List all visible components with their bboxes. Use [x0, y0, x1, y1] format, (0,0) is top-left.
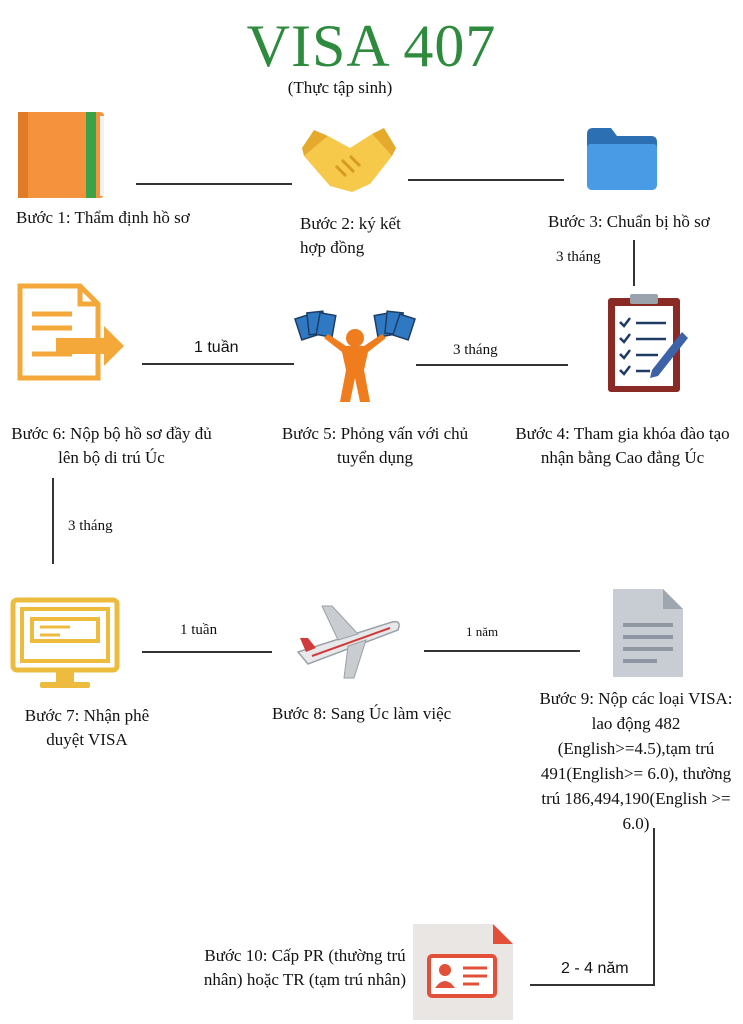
clipboard-icon	[606, 292, 686, 394]
duration-7-8: 1 tuần	[180, 622, 218, 638]
step-5-label: Bước 5: Phỏng vấn với chủ tuyển dụng	[281, 424, 469, 467]
connector-1-2	[136, 183, 292, 185]
step-7-label: Bước 7: Nhận phê duyệt VISA	[24, 706, 150, 749]
step-2-label: Bước 2: ký kết hợp đồng	[300, 214, 401, 257]
step-3-label: Bước 3: Chuẩn bị hồ sơ	[548, 212, 710, 231]
folder-icon	[585, 126, 659, 192]
connector-5-6	[142, 363, 294, 365]
duration-9-10: 2 - 4 năm	[561, 960, 629, 977]
step-1-label: Bước 1: Thẩm định hồ sơ	[16, 208, 190, 227]
step-10-label: Bước 10: Cấp PR (thường trú nhân) hoặc TR (tạm trú nhân)	[203, 946, 407, 989]
duration-5-6: 1 tuần	[194, 339, 239, 356]
file-icon	[611, 587, 685, 679]
page-subtitle: (Thực tập sinh)	[287, 78, 393, 97]
page-title: VISA 407	[246, 13, 497, 79]
document-arrow-icon	[16, 284, 126, 380]
connector-2-3	[408, 179, 564, 181]
connector-6-7	[52, 478, 54, 564]
connector-4-5	[416, 364, 568, 366]
notebook-icon	[16, 110, 108, 202]
duration-4-5: 3 tháng	[453, 342, 498, 358]
step-8-label: Bước 8: Sang Úc làm việc	[272, 704, 452, 723]
step-6-label: Bước 6: Nộp bộ hồ sơ đầy đủ lên bộ di trú Úc	[11, 424, 212, 467]
step-9-label: Bước 9: Nộp các loại VISA: lao động 482 (English>=4.5),tạm trú 491(English>= 6.0), thường trú 186,494,190(English >= 6.0)	[539, 689, 733, 833]
connector-7-8	[142, 651, 272, 653]
duration-8-9: 1 năm	[466, 624, 499, 639]
handshake-icon	[300, 126, 396, 196]
connector-8-9	[424, 650, 580, 652]
duration-3-4: 3 tháng	[556, 249, 601, 265]
duration-6-7: 3 tháng	[68, 518, 113, 534]
monitor-icon	[10, 597, 120, 691]
id-card-icon	[411, 922, 515, 1022]
step-4-label: Bước 4: Tham gia khóa đào tạo nhận bằng Cao đẳng Úc	[515, 424, 730, 467]
person-documents-icon	[294, 308, 416, 404]
connector-3-4	[633, 240, 635, 286]
connector-9-10-vertical	[653, 828, 655, 986]
connector-9-10-horizontal	[530, 984, 655, 986]
airplane-icon	[292, 600, 404, 680]
